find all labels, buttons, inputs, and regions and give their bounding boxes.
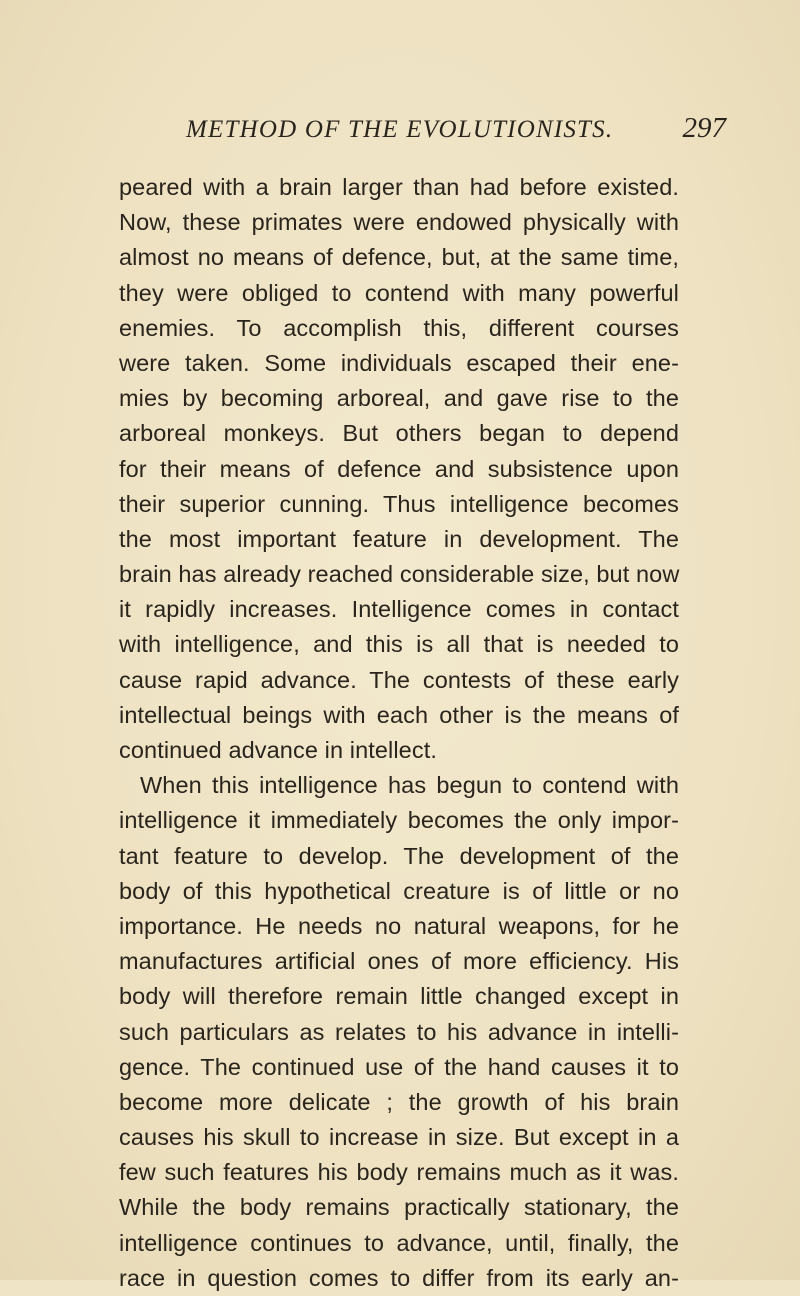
- text-line: Now, these primates were endowed physically with: [119, 209, 679, 236]
- text-line: manufactures artificial ones of more efficiency. His: [119, 948, 679, 975]
- text-line: arboreal monkeys. But others began to depend: [119, 420, 679, 447]
- paragraph-2: [119, 768, 679, 1296]
- text-line: enemies. To accomplish this, different courses: [119, 314, 679, 341]
- text-line: were taken. Some individuals escaped their ene-: [119, 349, 679, 376]
- text-line: body of this hypothetical creature is of little or no: [119, 877, 679, 904]
- text-line: peared with a brain larger than had before existed.: [119, 174, 679, 200]
- paragraph-1: [119, 170, 679, 768]
- text-line: cause rapid advance. The contests of these early: [119, 666, 679, 693]
- text-line: brain has already reached considerable size, but now: [119, 561, 680, 588]
- text-line: their superior cunning. Thus intelligence becomes: [119, 490, 679, 517]
- text-line: gence. The continued use of the hand causes it to: [119, 1053, 679, 1080]
- page-number: 297: [682, 112, 726, 144]
- text-line: they were obliged to contend with many powerful: [119, 279, 679, 306]
- text-line: importance. He needs no natural weapons, for he: [119, 912, 679, 939]
- running-head: [186, 112, 726, 152]
- text-line: race in question comes to differ from its early an-: [119, 1264, 679, 1291]
- text-line: such particulars as relates to his advance in intelli-: [119, 1018, 679, 1045]
- text-line: While the body remains practically stationary, the: [119, 1194, 679, 1221]
- text-line: body will therefore remain little changed except in: [119, 983, 679, 1010]
- text-line: intelligence it immediately becomes the only impor-: [119, 807, 679, 834]
- text-line: it rapidly increases. Intelligence comes in contact: [119, 596, 679, 623]
- body-text: [119, 170, 679, 1296]
- text-line: mies by becoming arboreal, and gave rise to the: [119, 385, 679, 412]
- running-title: METHOD OF THE EVOLUTIONISTS.: [186, 116, 614, 143]
- text-line: few such features his body remains much as it was.: [119, 1159, 679, 1186]
- text-line: the most important feature in development. The: [119, 525, 679, 552]
- text-line: When this intelligence has begun to contend with: [140, 772, 679, 799]
- text-line: become more delicate ; the growth of his brain: [119, 1088, 679, 1115]
- text-line: continued advance in intellect.: [119, 737, 437, 763]
- text-line: with intelligence, and this is all that is needed to: [119, 631, 679, 658]
- text-line: for their means of defence and subsistence upon: [119, 455, 679, 482]
- text-line: tant feature to develop. The development of the: [119, 842, 679, 869]
- text-line: almost no means of defence, but, at the same time,: [119, 244, 679, 271]
- text-line: causes his skull to increase in size. But except in a: [119, 1124, 679, 1151]
- text-line: intelligence continues to advance, until, finally, the: [119, 1229, 679, 1256]
- text-line: intellectual beings with each other is the means of: [119, 701, 679, 728]
